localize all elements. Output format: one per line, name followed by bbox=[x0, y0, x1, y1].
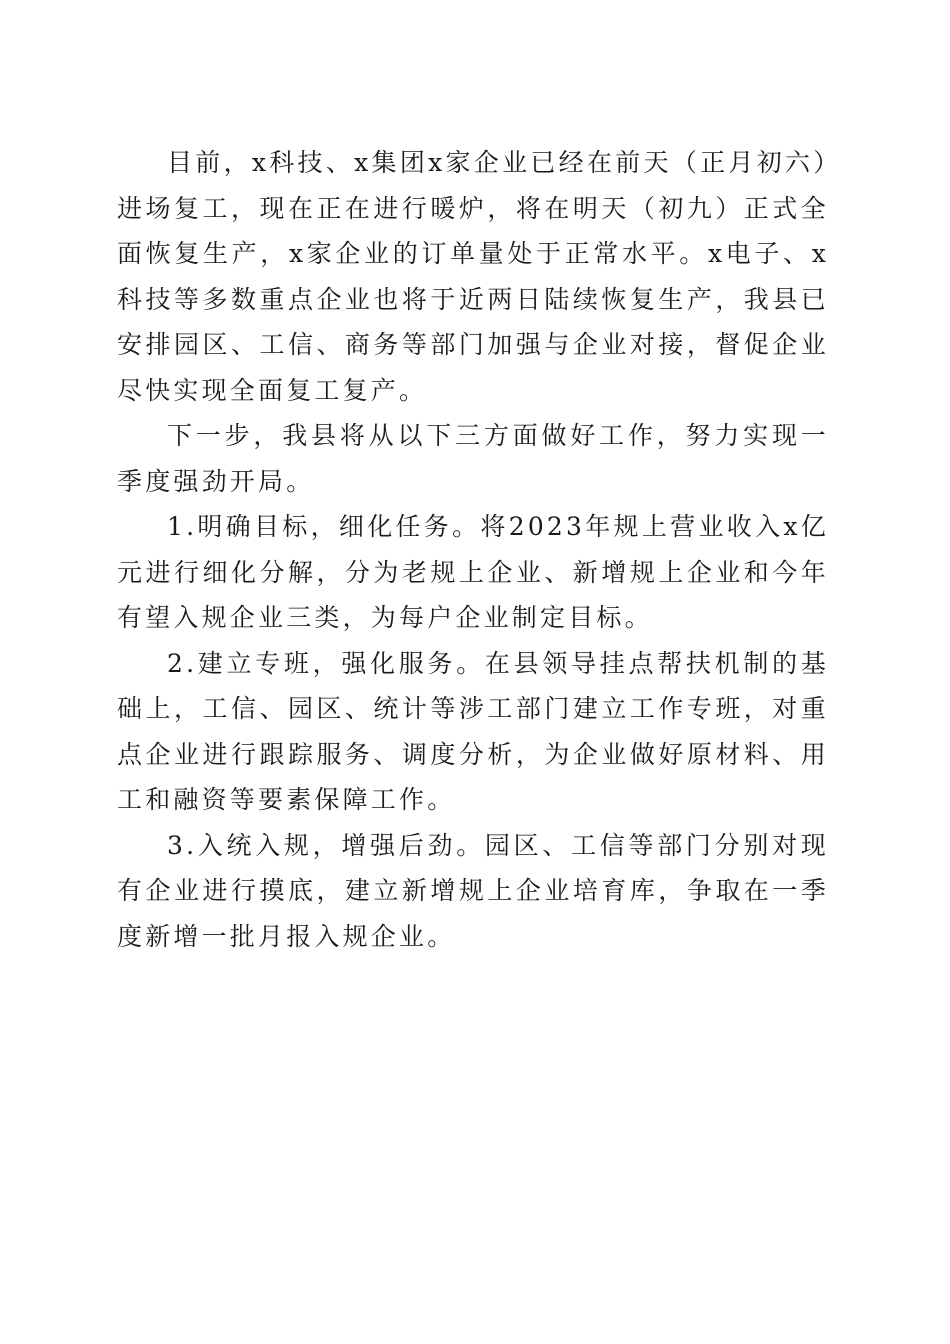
paragraph-item-1: 1.明确目标，细化任务。将2023年规上营业收入x亿元进行细化分解，分为老规上企业、新增规上企业和今年有望入规企业三类，为每户企业制定目标。 bbox=[117, 512, 829, 632]
paragraph-next-steps-intro: 下一步，我县将从以下三方面做好工作，努力实现一季度强劲开局。 bbox=[117, 421, 829, 496]
paragraph-item-2: 2.建立专班，强化服务。在县领导挂点帮扶机制的基础上，工信、园区、统计等涉工部门建立工作专班，对重点企业进行跟踪服务、调度分析，为企业做好原材料、用工和融资等要素保障工作。 bbox=[117, 648, 829, 814]
document-body bbox=[117, 140, 829, 959]
paragraph-item-3: 3.入统入规，增强后劲。园区、工信等部门分别对现有企业进行摸底，建立新增规上企业培育库，争取在一季度新增一批月报入规企业。 bbox=[117, 830, 829, 951]
paragraph-current-status: 目前，x科技、x集团x家企业已经在前天（正月初六）进场复工，现在正在进行暖炉，将在明天（初九）正式全面恢复生产，x家企业的订单量处于正常水平。x电子、x科技等多数重点企业也将于近两日陆续恢复生产，我县已安排园区、工信、商务等部门加强与企业对接，督促企业尽快实现全面复工复产。 bbox=[117, 148, 829, 405]
